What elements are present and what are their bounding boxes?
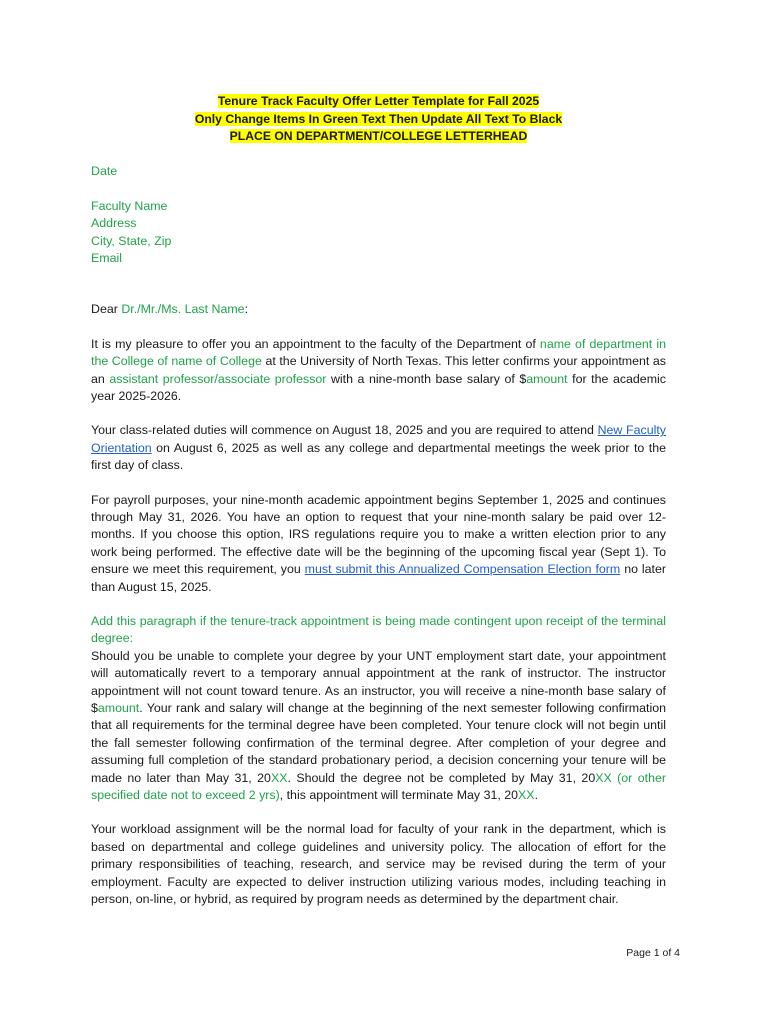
salutation: Dear Dr./Mr./Ms. Last Name: (91, 302, 249, 317)
address-placeholder: Address (91, 216, 137, 231)
instructor-salary-placeholder: amount (97, 701, 140, 716)
duties-paragraph: Your class-related duties will commence on August 18, 2025 and you are required to attend New Faculty Orientation on August 6, 2025 as well as any college and departmental meetings the week prior to the first day of class. (91, 423, 666, 473)
address-block (91, 163, 666, 267)
salary-amount-placeholder: amount (526, 371, 568, 386)
header-letterhead-note: PLACE ON DEPARTMENT/COLLEGE LETTERHEAD (229, 129, 528, 144)
letter-body (91, 93, 666, 909)
workload-paragraph: Your workload assignment will be the normal load for faculty of your rank in the department, which is based on departmental and college guidelines and university policy. The allocation of effort for the primary responsibilities of teaching, research, and service may be revised during the term of your employment. Faculty are expected to deliver instruction utilizing various modes, including teaching in person, on-line, or hybrid, as required by program needs as determined by the department chair. (91, 822, 666, 907)
template-header (91, 93, 666, 146)
contingent-paragraph-note: Add this paragraph if the tenure-track appointment is being made contingent upon receipt of the terminal degree: (91, 614, 666, 646)
annualized-compensation-form-link[interactable]: must submit this Annualized Compensation Election form (304, 562, 621, 577)
department-placeholder: name of department in the College of name of College (91, 336, 666, 369)
faculty-name-placeholder: Faculty Name (91, 198, 168, 213)
offer-paragraph: It is my pleasure to offer you an appointment to the faculty of the Department of name of department in the College of name of College at the University of North Texas. This letter confirms your appointment as an assistant professor/associate professor with a nine-month base salary of $amount for the academic year 2025-2026. (91, 336, 666, 403)
new-faculty-orientation-link[interactable]: New Faculty Orientation (91, 423, 666, 455)
recipient-name-placeholder: Dr./Mr./Ms. Last Name (121, 302, 245, 317)
year-date-placeholder: XX (or other specified date not to exceed 2 yrs) (91, 770, 666, 803)
year-placeholder: XX (270, 770, 288, 785)
page-number: Page 1 of 4 (626, 947, 680, 959)
header-title: Tenure Track Faculty Offer Letter Template for Fall 2025 (217, 94, 540, 108)
payroll-paragraph: For payroll purposes, your nine-month academic appointment begins September 1, 2025 and continues through May 31, 2026. You have an option to request that your nine-month salary be paid over 12-months. If you choose this option, IRS regulations require you to make a written election prior to any work being performed. The effective date will be the beginning of the upcoming fiscal year (Sept 1). To ensure we meet this requirement, you must submit this Annualized Compensation Election form no later than August 15, 2025. (91, 492, 667, 594)
termination-year-placeholder: XX (518, 788, 535, 803)
degree-contingency-paragraph: Should you be unable to complete your degree by your UNT employment start date, your appointment will automatically revert to a temporary annual appointment at the rank of instructor. The instructor appointment will not count toward tenure. As an instructor, you will receive a nine-month base salary of $amount. Your rank and salary will change at the beginning of the next semester following confirmation that all requirements for the terminal degree have been completed. Your tenure clock will not begin until the fall semester following confirmation of the terminal degree. After completion of your degree and assuming full completion of the standard probationary period, a decision concerning your tenure will be made no later than May 31, 20XX. Should the degree not be completed by May 31, 20XX (or other specified date not to exceed 2 yrs), this appointment will terminate May 31, 20XX. (91, 648, 666, 803)
email-placeholder: Email (91, 250, 122, 265)
rank-placeholder: assistant professor/associate professor (109, 371, 327, 386)
header-instruction: Only Change Items In Green Text Then Update All Text To Black (194, 111, 563, 126)
date-placeholder: Date (91, 164, 118, 179)
city-state-zip-placeholder: City, State, Zip (91, 233, 172, 248)
